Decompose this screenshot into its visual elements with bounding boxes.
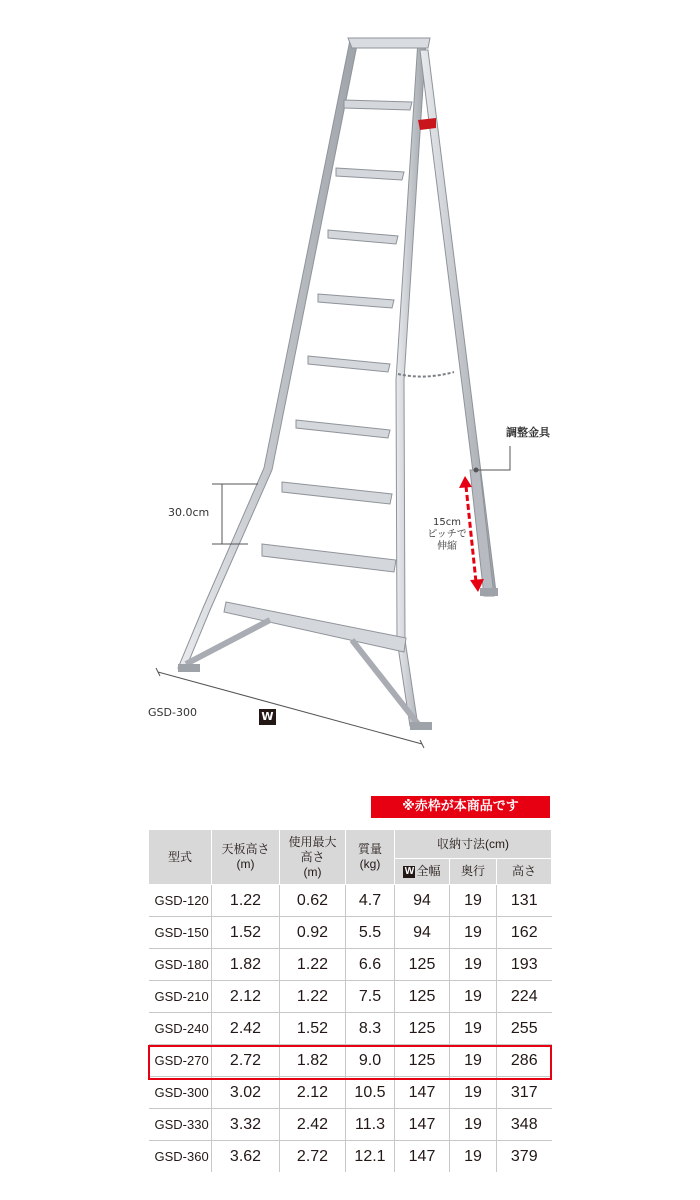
cell-max-height: 1.22: [280, 949, 346, 981]
cell-width: 125: [395, 949, 450, 981]
cell-top-height: 2.72: [212, 1045, 280, 1077]
cell-width: 125: [395, 981, 450, 1013]
left-foot: [178, 664, 200, 672]
cell-model: GSD-120: [149, 885, 212, 917]
cell-height: 224: [497, 981, 552, 1013]
header-top-height: 天板高さ (m): [212, 830, 280, 885]
pitch-note-line: 15cm: [433, 517, 461, 528]
cell-top-height: 3.62: [212, 1141, 280, 1173]
cell-height: 255: [497, 1013, 552, 1045]
cell-depth: 19: [450, 1045, 497, 1077]
cell-weight: 4.7: [346, 885, 395, 917]
cell-model: GSD-240: [149, 1013, 212, 1045]
cell-weight: 5.5: [346, 917, 395, 949]
table-row: [149, 1045, 552, 1077]
pitch-note-line: 伸縮: [437, 541, 457, 552]
cell-max-height: 2.42: [280, 1109, 346, 1141]
cell-height: 348: [497, 1109, 552, 1141]
cell-max-height: 2.12: [280, 1077, 346, 1109]
table-row: [149, 917, 552, 949]
cell-depth: 19: [450, 1013, 497, 1045]
cell-depth: 19: [450, 1141, 497, 1173]
chain: [398, 372, 454, 377]
cell-width: 147: [395, 1109, 450, 1141]
header-max-height: 使用最大 高さ (m): [280, 830, 346, 885]
cell-top-height: 1.22: [212, 885, 280, 917]
cell-height: 162: [497, 917, 552, 949]
cell-weight: 7.5: [346, 981, 395, 1013]
step-pitch-label: 30.0cm: [168, 506, 210, 519]
cell-top-height: 1.82: [212, 949, 280, 981]
cell-max-height: 0.62: [280, 885, 346, 917]
cell-depth: 19: [450, 1077, 497, 1109]
cell-max-height: 1.22: [280, 981, 346, 1013]
steps: [224, 100, 412, 652]
cell-width: 125: [395, 1045, 450, 1077]
table-row: [149, 885, 552, 917]
cell-depth: 19: [450, 949, 497, 981]
cell-depth: 19: [450, 885, 497, 917]
cell-max-height: 0.92: [280, 917, 346, 949]
cell-top-height: 1.52: [212, 917, 280, 949]
cell-width: 147: [395, 1077, 450, 1109]
cell-weight: 8.3: [346, 1013, 395, 1045]
top-plate: [348, 38, 430, 48]
pitch-note-line: ピッチで: [427, 529, 467, 540]
adjuster-leader: [476, 446, 510, 470]
right-rail: [396, 40, 426, 726]
table-row: [149, 1109, 552, 1141]
cell-model: GSD-270: [149, 1045, 212, 1077]
adjuster-label: 調整金具: [506, 426, 550, 439]
spec-table-body: [149, 885, 552, 1173]
table-row: [149, 949, 552, 981]
cell-model: GSD-300: [149, 1077, 212, 1109]
cell-width: 147: [395, 1141, 450, 1173]
cell-weight: 9.0: [346, 1045, 395, 1077]
front-foot: [410, 722, 432, 730]
cell-depth: 19: [450, 981, 497, 1013]
cell-depth: 19: [450, 917, 497, 949]
header-depth: 奥行: [450, 859, 497, 885]
cell-weight: 12.1: [346, 1141, 395, 1173]
cell-top-height: 3.02: [212, 1077, 280, 1109]
cell-max-height: 1.52: [280, 1013, 346, 1045]
cell-model: GSD-180: [149, 949, 212, 981]
cell-width: 94: [395, 885, 450, 917]
header-width: W 全幅: [395, 859, 450, 885]
top-fixture: [418, 118, 436, 130]
table-row: [149, 1077, 552, 1109]
cell-weight: 6.6: [346, 949, 395, 981]
cell-depth: 19: [450, 1109, 497, 1141]
header-weight: 質量 (kg): [346, 830, 395, 885]
left-rail: [178, 40, 358, 668]
cell-height: 317: [497, 1077, 552, 1109]
table-row: [149, 1013, 552, 1045]
figure-model-label: GSD-300: [148, 706, 197, 719]
cell-width: 94: [395, 917, 450, 949]
spec-table: [148, 829, 552, 1172]
header-model: 型式: [149, 830, 212, 885]
cell-height: 379: [497, 1141, 552, 1173]
cell-weight: 11.3: [346, 1109, 395, 1141]
cell-top-height: 2.42: [212, 1013, 280, 1045]
pitch-note: [420, 517, 474, 553]
cell-weight: 10.5: [346, 1077, 395, 1109]
header-height: 高さ: [497, 859, 552, 885]
cell-top-height: 3.32: [212, 1109, 280, 1141]
cell-height: 131: [497, 885, 552, 917]
cell-width: 125: [395, 1013, 450, 1045]
table-row: [149, 1141, 552, 1173]
cell-model: GSD-150: [149, 917, 212, 949]
header-storage: 収納寸法(cm): [395, 830, 552, 859]
cell-max-height: 2.72: [280, 1141, 346, 1173]
width-badge-icon: W: [404, 866, 415, 877]
cell-top-height: 2.12: [212, 981, 280, 1013]
cell-max-height: 1.82: [280, 1045, 346, 1077]
cell-height: 193: [497, 949, 552, 981]
cell-model: GSD-210: [149, 981, 212, 1013]
cell-model: GSD-330: [149, 1109, 212, 1141]
rear-foot: [480, 588, 498, 596]
width-badge: W: [259, 709, 276, 725]
table-row: [149, 981, 552, 1013]
cell-height: 286: [497, 1045, 552, 1077]
highlight-note: ※赤枠が本商品です: [371, 796, 550, 818]
cell-model: GSD-360: [154, 1149, 209, 1164]
